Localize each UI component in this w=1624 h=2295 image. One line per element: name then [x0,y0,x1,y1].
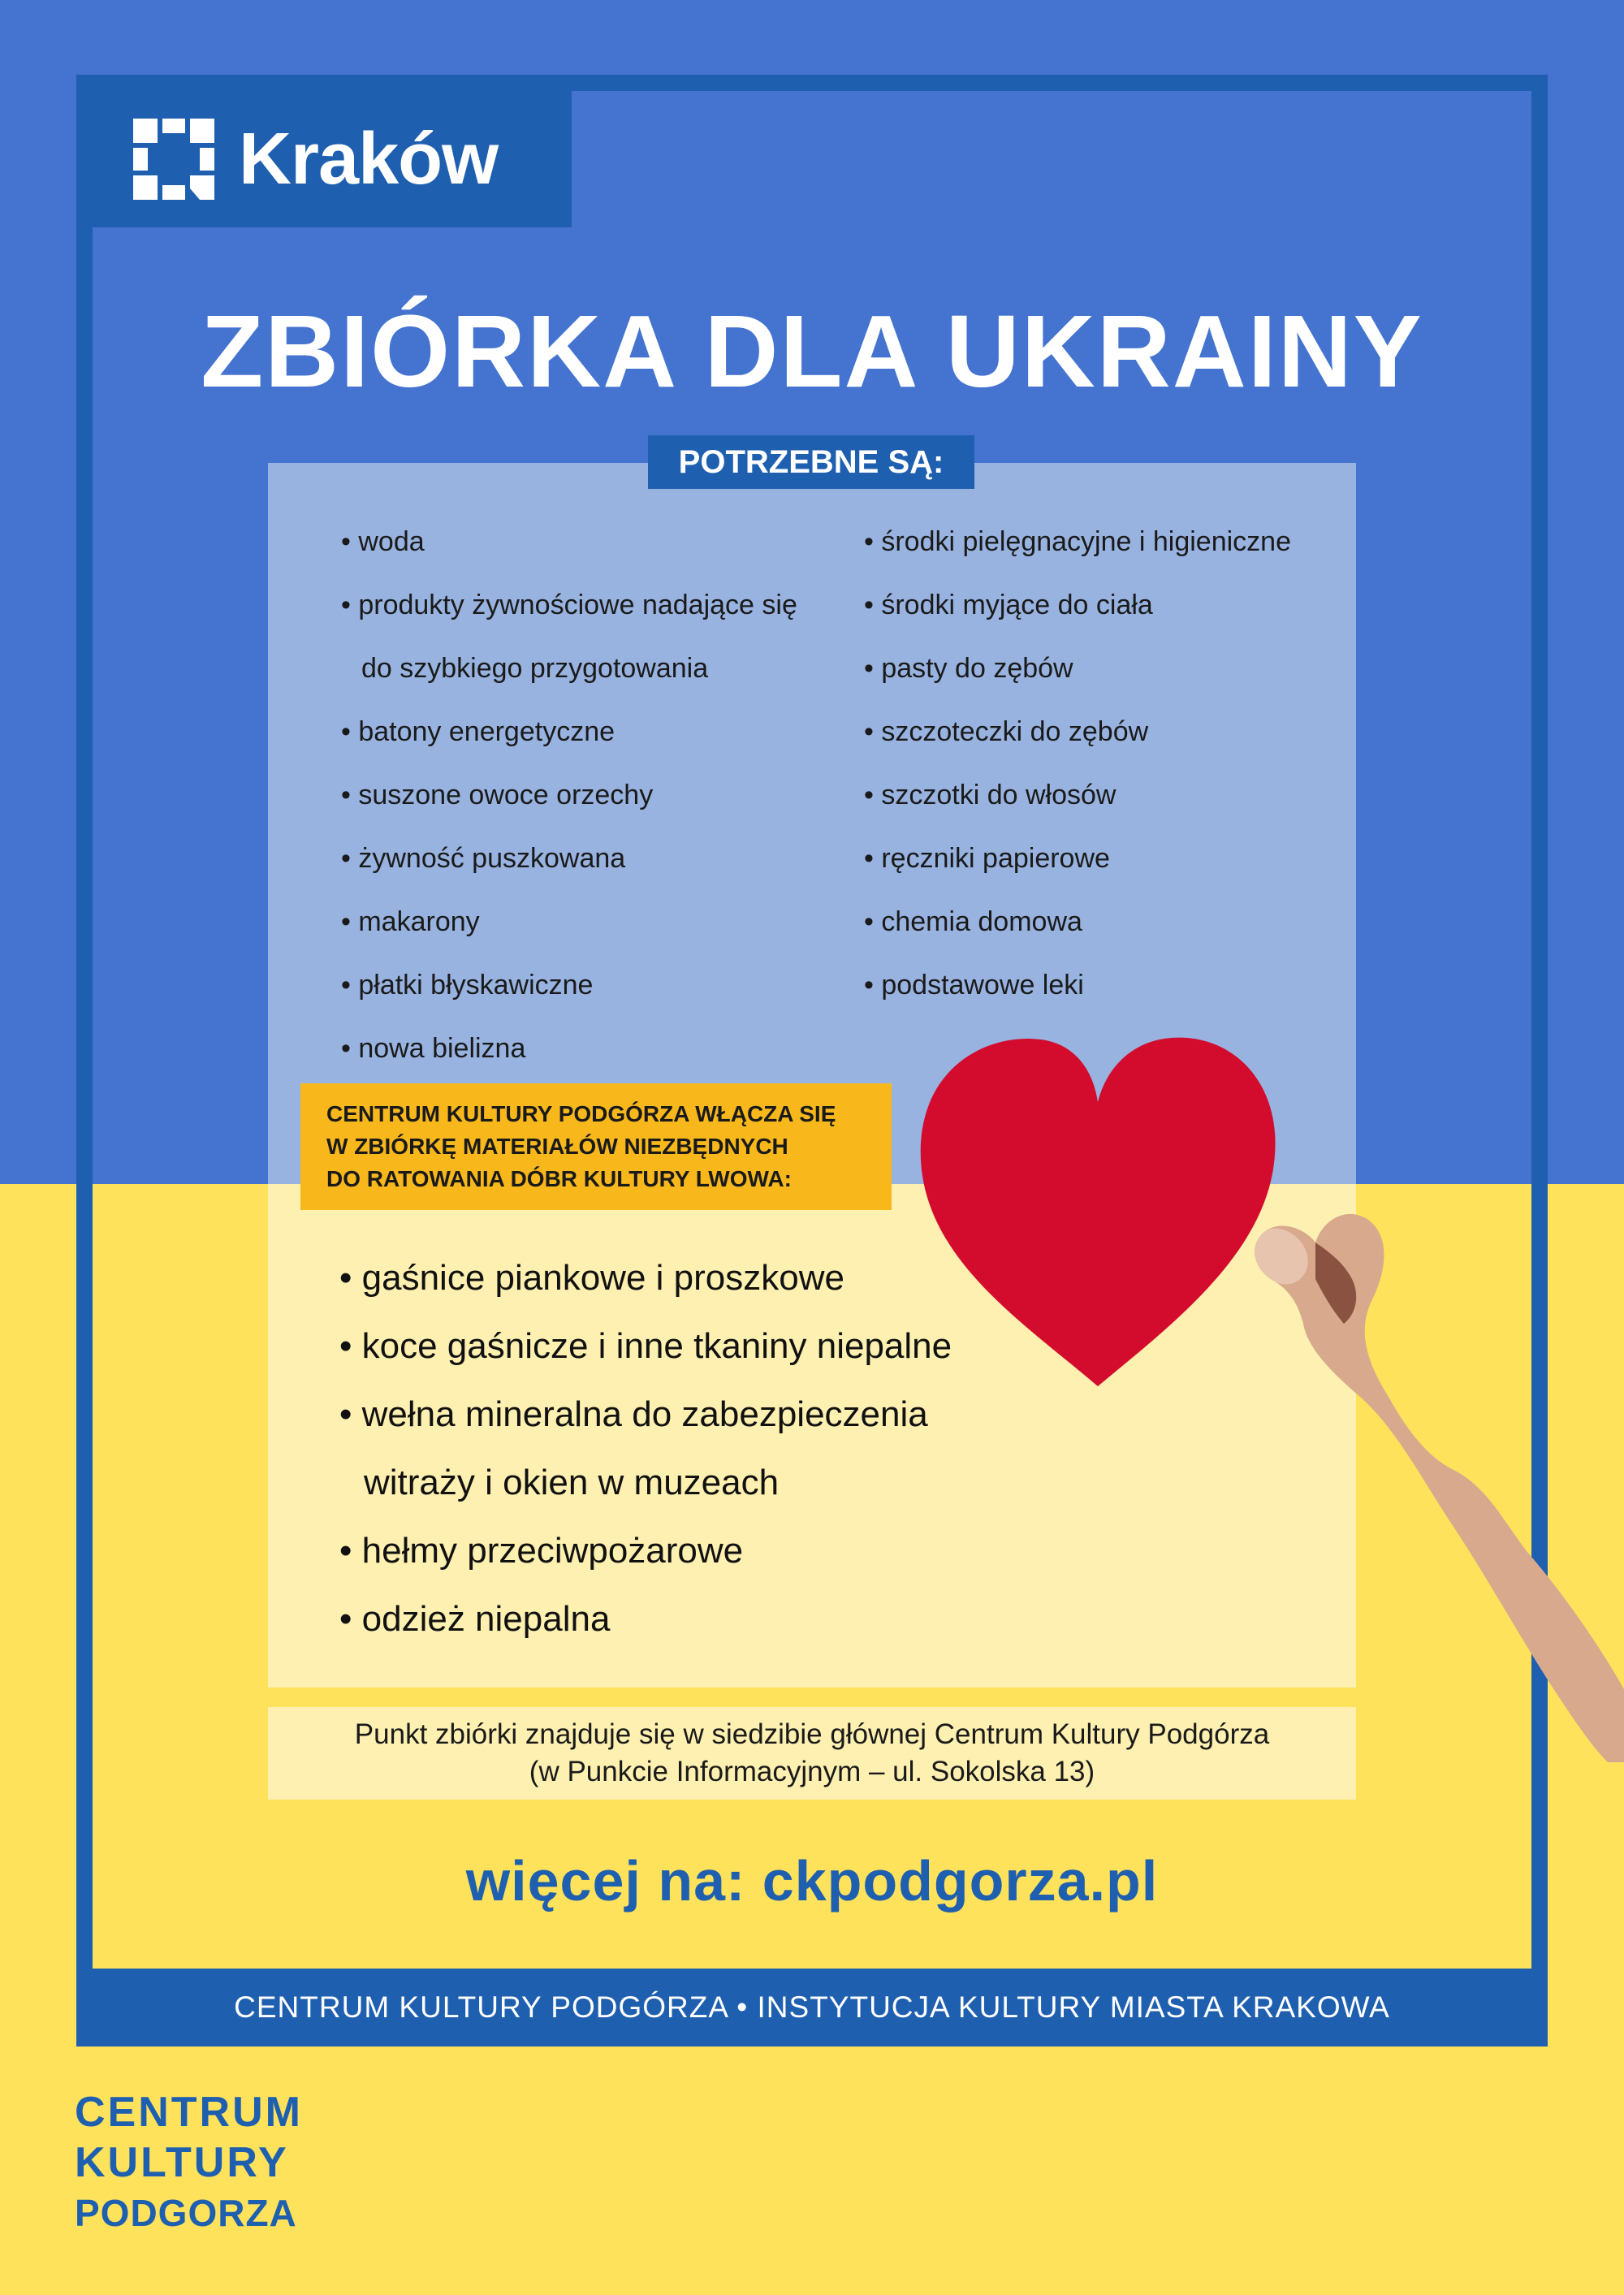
hand-icon [1186,1129,1624,1762]
culture-heading-line: CENTRUM KULTURY PODGÓRZA WŁĄCZA SIĘ [326,1101,836,1126]
list-item: • szczotki do włosów [864,780,1116,810]
list-item: • suszone owoce orzechy [341,780,654,810]
krakow-logo [93,91,572,227]
list-item: • ręczniki papierowe [864,843,1110,874]
ck-logo-line2: KULTURY [75,2139,289,2186]
culture-heading-line: W ZBIÓRKĘ MATERIAŁÓW NIEZBĘDNYCH [326,1134,788,1159]
collection-point-line1: Punkt zbiórki znajduje się w siedzibie głównej Centrum Kultury Podgórza [354,1718,1270,1750]
list-item: • woda [341,526,425,557]
collection-point [268,1707,1356,1800]
list-item: • podstawowe leki [864,970,1084,1001]
list-item: • nowa bielizna [341,1033,526,1064]
needs-list-left [341,510,797,1080]
list-item: • produkty żywnościowe nadające się [341,590,797,620]
footer-band [76,1969,1548,2046]
list-item: • hełmy przeciwpożarowe [339,1531,744,1571]
list-item: • koce gaśnicze i inne tkaniny niepalne [339,1326,952,1366]
needs-badge: POTRZEBNE SĄ: [648,435,974,489]
footer-text: CENTRUM KULTURY PODGÓRZA • INSTYTUCJA KULTURY MIASTA KRAKOWA [234,1990,1390,2024]
list-item: • żywność puszkowana [341,843,626,874]
list-item: • gaśnice piankowe i proszkowe [339,1258,844,1298]
list-item: • chemia domowa [864,906,1082,937]
collection-point-line2: (w Punkcie Informacyjnym – ul. Sokolska 13) [529,1756,1095,1787]
list-item: • środki myjące do ciała [864,590,1153,620]
list-item: do szybkiego przygotowania [361,653,709,684]
ck-logo-line1: CENTRUM [75,2089,303,2136]
culture-list [339,1244,952,1653]
list-item: • środki pielęgnacyjne i higieniczne [864,526,1291,557]
culture-heading-line: DO RATOWANIA DÓBR KULTURY LWOWA: [326,1166,792,1191]
list-item: • wełna mineralna do zabezpieczenia [339,1394,928,1434]
list-item: • makarony [341,906,480,937]
list-item: witraży i okien w muzeach [364,1463,780,1502]
krakow-logo-icon [133,119,214,200]
krakow-logo-text: Kraków [239,118,499,200]
list-item: • batony energetyczne [341,716,615,747]
needs-list-right [864,510,1291,1017]
ck-logo-line3: PODGORZA [75,2192,297,2234]
poster-title: ZBIÓRKA DLA UKRAINY [201,294,1423,408]
culture-heading-box [300,1083,892,1210]
list-item: • pasty do zębów [864,653,1073,684]
ck-podgorza-logo [75,2087,303,2238]
website-link[interactable]: więcej na: ckpodgorza.pl [465,1849,1159,1912]
list-item: • odzież niepalna [339,1599,611,1639]
list-item: • płatki błyskawiczne [341,970,594,1001]
list-item: • szczoteczki do zębów [864,716,1149,747]
